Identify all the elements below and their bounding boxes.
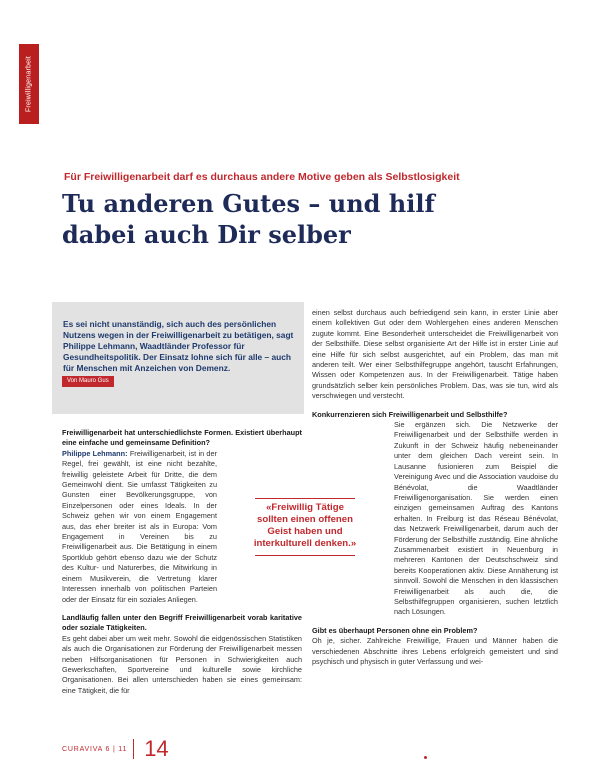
lead-text: Es sei nicht unanständig, sich auch des persönlichen Nutzens wegen in der Freiwilligenarbeit zu betätigen, sagt Philippe Lehmann, Waadtländer Professor für Gesundheitspolitik. Der Einsatz lohne sich für alle – auch für Menschen mit Anzeichen von Demenz.	[63, 319, 294, 373]
author-badge: Von Mauro Gus	[62, 376, 114, 387]
question: Freiwilligenarbeit hat unterschiedlichste Formen. Existiert überhaupt eine einfache und gemeinsame Definition?	[62, 428, 302, 448]
question: Gibt es überhaupt Personen ohne ein Problem?	[312, 625, 478, 635]
answer: Oh je, sicher. Zahlreiche Freiwillige, Frauen und Männer haben die verschiedenen Abschnitte ihres Lebens erfolgreich gemeistert und sind psychisch und physisch in guter Verfassung und wei-	[312, 636, 558, 666]
article-column-left	[62, 428, 302, 696]
section-tab	[19, 44, 39, 124]
question: Landläufig fallen unter den Begriff Freiwilligenarbeit vorab karitative oder soziale Tätigkeiten.	[62, 612, 302, 633]
question: Konkurrenzieren sich Freiwilligenarbeit und Selbsthilfe?	[312, 409, 508, 419]
interviewee-name: Philippe Lehmann:	[62, 448, 128, 458]
title-line-1: Tu anderen Gutes – und hilf	[62, 189, 435, 218]
magazine-name: CURAVIVA 6 | 11	[62, 745, 128, 753]
section-label: Freiwilligenarbeit	[25, 55, 33, 113]
article-column-right	[312, 308, 558, 667]
end-bullet-icon	[424, 756, 427, 759]
title-line-2: dabei auch Dir selber	[62, 220, 351, 249]
page-title	[62, 188, 532, 250]
pullquote-rule-bottom	[255, 555, 355, 556]
pullquote-rule-top	[255, 498, 355, 499]
pullquote: «Freiwillig Tätige sollten einen offenen Geist haben und interkulturell denken.»	[251, 500, 359, 552]
divider	[133, 739, 134, 759]
page-number: 14	[144, 736, 169, 761]
answer: Sie ergänzen sich. Die Netzwerke der Freiwilligenarbeit und der Selbsthilfe werden in Zukunft in der Schweiz häufig nebeneinander unter dem gleichen Dach vereint sein. In Lausanne fusionieren zum Beispiel die Vereinigung Avec und die Association vaudoise du Bénévolat, die Waadtländer Freiwilligenorganisation. Sie werden einen einzigen gemeinsamen Auftrag des Kantons erhalten. In Freiburg ist das Réseau Bénévolat, das Netzwerk Freiwilligenarbeit, darum auch der Förderung der Selbsthilfe zuständig. Eine ähnliche Zusammenarbeit existiert in Neuenburg in mehreren Kantonen der Deutschschweiz sind bereits Kooperationen aktiv. Diese Annäherung ist sinnvoll. Sowohl die Menschen in den klassischen Freiwilligenarbeit als auch die, die Selbsthilfegruppen organisieren, suchen letztlich nach Lösungen.	[394, 420, 558, 617]
kicker: Für Freiwilligenarbeit darf es durchaus andere Motive geben als Selbstlosigkeit	[64, 171, 460, 183]
answer-text: Freiwilligenarbeit, ist in der Regel, frei gewählt, ist eine nicht bezahlte, freiwillig geleistete Arbeit für Dritte, die dem Gemeinwohl dient. Sie umfasst Tätigkeiten zu Gunsten einer Bevölkerungsgruppe, von Einzelpersonen oder eines Ideals. In der Schweiz gehen wir von einem Engagement aus, das eher breiter ist als in Europa: Vom Engagement in Vereinen bis zu Freiwilligenarbeit aus. Die Betätigung in einem Sportklub gehört ebenso dazu wie der Schutz des Kultur- und Naturerbes, die Mitwirkung in einem Musikverein, die Vertretung klarer Interessen innerhalb von politischen Parteien oder der Einsatz für ein soziales Anliegen.	[62, 448, 217, 604]
paragraph: einen selbst durchaus auch befriedigend sein kann, in erster Linie aber einem kollektiven Gut oder dem Wohlergehen eines anderen Menschen zugute kommt. Eine Besonderheit unterscheidet die Freiwilligenarbeit von der Selbsthilfe. Diese selbst organisierte Art der Hilfe ist in erster Linie auf eine Hilfe für sich selbst ausgerichtet, auf ein Problem, das man mit anderen teilt. Wer einer Selbsthilfegruppe angehört, tauscht Erfahrungen, Wissen oder Kompetenzen aus. In der Freiwilligenarbeit. Tätige haben grundsätzlich selber kein persönliches Problem. Das, was sie tun, wird als verschwiegen und verstecht.	[312, 308, 558, 401]
answer: Es geht dabei aber um weit mehr. Sowohl die eidgenössischen Statistiken als auch die Organisationen zur Förderung der Freiwilligenarbeit messen neben Hilfsorganisationen für Personen in Schwierigkeiten auch Gewerkschaften, Sportvereine und kulturelle sowie kirchliche Organisationen. Bei allen unterschieden haben sie eines gemeinsam: eine Tätigkeit, die für	[62, 633, 302, 695]
page-footer	[62, 738, 169, 760]
